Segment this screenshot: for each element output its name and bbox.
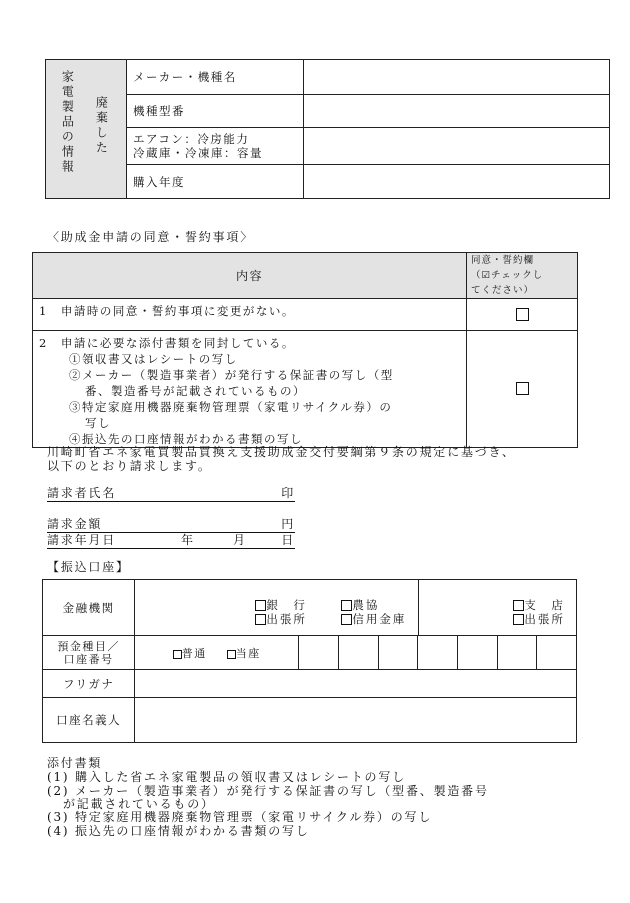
consent-item-2-sub3a: ③特定家庭用機器廃棄物管理票（家電リサイクル券）の: [69, 400, 393, 414]
check-header-line2: （☑チェックし: [471, 270, 544, 281]
account-digit-6[interactable]: [497, 636, 537, 670]
bank-type-group-2: [341, 598, 406, 626]
capacity-label: [127, 128, 304, 165]
bank-table: [42, 579, 577, 743]
furigana-label: フリガナ: [43, 670, 135, 698]
account-digit-3[interactable]: [378, 636, 418, 670]
purchase-year-label: 購入年度: [127, 165, 304, 199]
request-date-label: 請求年月日: [47, 533, 117, 547]
request-date-line[interactable]: [47, 533, 295, 549]
account-digit-4[interactable]: [418, 636, 458, 670]
account-digit-7[interactable]: [537, 636, 577, 670]
requester-name-label: 請求者氏名: [47, 486, 117, 500]
consent-check-header: [467, 253, 578, 299]
furigana-field[interactable]: [135, 670, 577, 698]
account-digit-1[interactable]: [299, 636, 339, 670]
checkbox-branch[interactable]: [513, 600, 524, 611]
opt-ja-label: 農協: [352, 598, 380, 612]
attachment-4: (4) 振込先の口座情報がわかる書類の写し: [47, 824, 310, 838]
purchase-year-field[interactable]: [304, 165, 610, 199]
seal-mark: 印: [281, 486, 295, 500]
year-mark: 年: [181, 533, 195, 547]
month-mark: 月: [233, 533, 247, 547]
account-digit-2[interactable]: [338, 636, 378, 670]
consent-checkbox-1[interactable]: [516, 308, 529, 321]
checkbox-savings[interactable]: [173, 650, 182, 659]
model-number-label: 機種型番: [127, 95, 304, 128]
consent-item-2-sub1: ①領収書又はレシートの写し: [69, 352, 238, 366]
account-digit-5[interactable]: [457, 636, 497, 670]
holder-label: 口座名義人: [43, 698, 135, 743]
checkbox-credit[interactable]: [341, 614, 352, 625]
consent-item-2-title: 2 申請に必要な添付書類を同封している。: [39, 336, 295, 350]
institution-field[interactable]: [135, 580, 577, 636]
disposed-label: 廃棄した: [94, 96, 109, 156]
checkbox-current[interactable]: [227, 650, 236, 659]
opt-office-label: 出張所: [266, 612, 307, 626]
consent-table: [32, 252, 578, 448]
account-type-label-line1: 預金種目／: [57, 639, 120, 653]
account-type-label: [43, 636, 135, 670]
consent-item-2: [33, 331, 467, 448]
check-header-line1: 同意・誓約欄: [471, 255, 535, 266]
request-amount-line[interactable]: [47, 517, 295, 533]
request-statement-line2: 以下のとおり請求します。: [47, 459, 212, 473]
checkbox-office[interactable]: [255, 614, 266, 625]
consent-item-2-sub4: ④振込先の口座情報がわかる書類の写し: [69, 432, 303, 446]
opt-branch-label: 支 店: [524, 598, 565, 612]
bank-type-group-1: [255, 598, 307, 626]
capacity-label-line2: 冷蔵庫・冷凍庫：容量: [133, 146, 263, 160]
institution-label: 金融機関: [43, 580, 135, 636]
appliance-info-label: 家電製品の情報: [60, 70, 75, 175]
consent-content-header: 内容: [33, 253, 467, 299]
consent-checkbox-2[interactable]: [516, 382, 529, 395]
checkbox-ja[interactable]: [341, 600, 352, 611]
capacity-label-line1: エアコン：冷房能力: [133, 132, 250, 146]
opt-current-label: 当座: [235, 646, 261, 660]
day-mark: 日: [281, 533, 295, 547]
model-number-field[interactable]: [304, 95, 610, 128]
account-type-label-line2: 口座番号: [63, 652, 114, 666]
appliance-group-label-cell: [46, 60, 127, 199]
bank-heading: 【振込口座】: [47, 560, 130, 574]
attachment-2b: が記載されているもの）: [63, 797, 215, 811]
consent-item-2-sub3b: 写し: [85, 416, 111, 430]
attachments-heading: 添付書類: [47, 756, 103, 770]
check-header-line3: てください）: [471, 285, 535, 296]
request-amount-label: 請求金額: [47, 517, 103, 531]
checkbox-bank[interactable]: [255, 600, 266, 611]
attachment-1: (1) 購入した省エネ家電製品の領収書又はレシートの写し: [47, 770, 406, 784]
appliance-table: [45, 59, 610, 199]
institution-divider: [418, 579, 419, 636]
consent-item-1: 1 申請時の同意・誓約事項に変更がない。: [33, 299, 467, 331]
opt-savings-label: 普通: [181, 646, 207, 660]
consent-item-2-sub2b: 番、製造番号が記載されているもの）: [85, 384, 306, 398]
account-type-field: [135, 636, 299, 670]
checkbox-office2[interactable]: [513, 614, 524, 625]
yen-mark: 円: [281, 517, 295, 531]
maker-model-field[interactable]: [304, 60, 610, 95]
maker-model-label: メーカー・機種名: [127, 60, 304, 95]
request-statement-line1: 川崎町省エネ家電買製品買換え支援助成金交付要綱第９条の規定に基づき、: [47, 445, 516, 459]
opt-credit-label: 信用金庫: [352, 612, 407, 626]
attachment-2a: (2) メーカー（製造事業者）が発行する保証書の写し（型番、製造番号: [47, 784, 489, 798]
consent-item-2-sub2a: ②メーカー（製造事業者）が発行する保証書の写し（型: [69, 368, 394, 382]
requester-name-line[interactable]: [47, 486, 295, 502]
holder-field[interactable]: [135, 698, 577, 743]
opt-office2-label: 出張所: [524, 612, 565, 626]
attachment-3: (3) 特定家庭用機器廃棄物管理票（家電リサイクル券）の写し: [47, 810, 433, 824]
capacity-field[interactable]: [304, 128, 610, 165]
opt-bank-label: 銀 行: [266, 598, 307, 612]
branch-type-group: [513, 598, 565, 626]
consent-heading: 〈助成金申請の同意・誓約事項〉: [47, 230, 255, 244]
